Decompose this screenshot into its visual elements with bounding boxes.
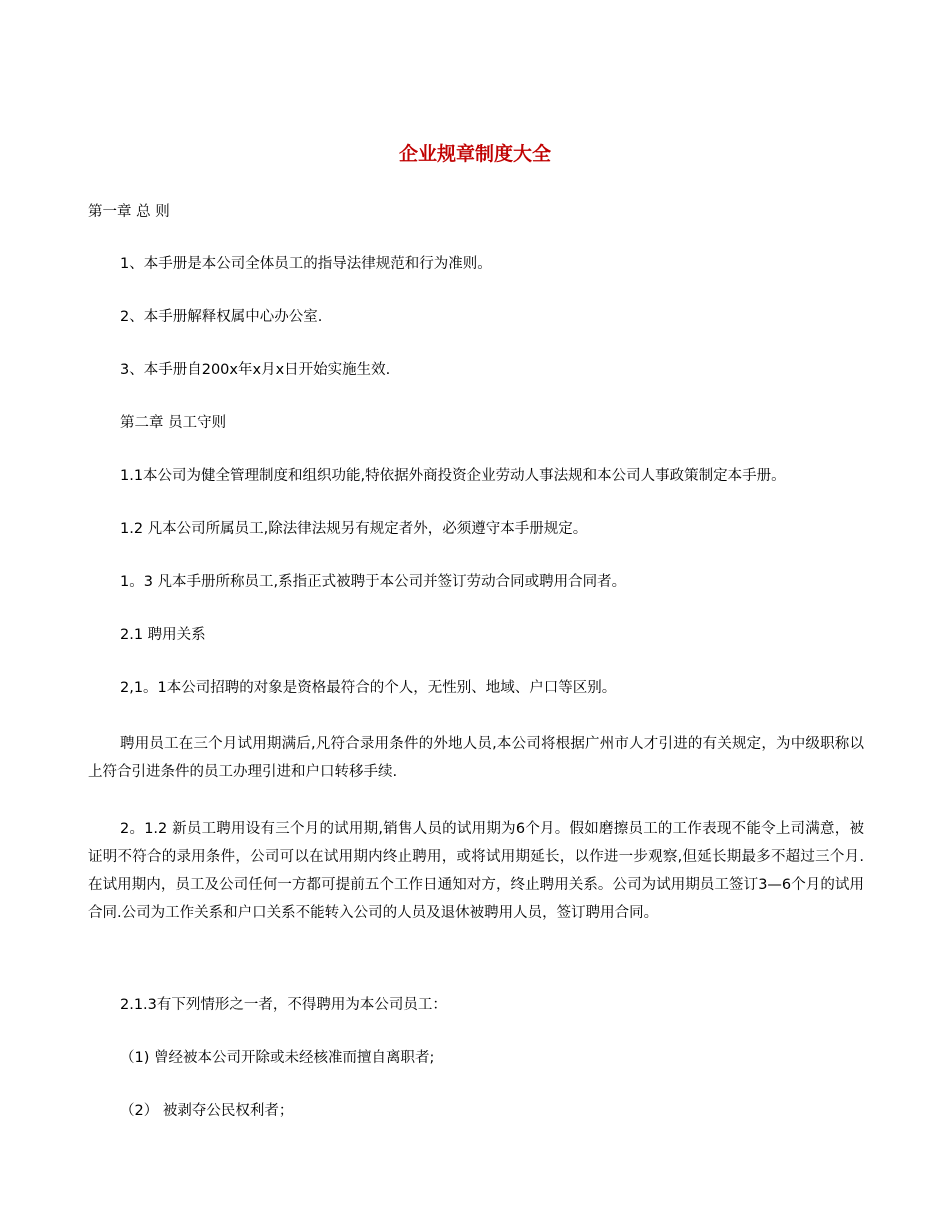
clause-2-1-3: 2.1.3有下列情形之一者，不得聘用为本公司员工：: [120, 997, 447, 1013]
list-item-1: （1) 曾经被本公司开除或未经核准而擅自离职者;: [120, 1050, 435, 1066]
chapter-2-heading: 第二章 员工守则: [120, 415, 227, 431]
list-item-2: （2） 被剥夺公民权利者；: [120, 1103, 294, 1119]
section-2-1-heading: 2.1 聘用关系: [120, 627, 206, 643]
clause-3: 3、本手册自200x年x月x日开始实施生效.: [120, 362, 391, 378]
paragraph-probation: 2。1.2 新员工聘用设有三个月的试用期,销售人员的试用期为6个月。假如磨擦员工的工作表现不能令上司满意，被证明不符合的录用条件，公司可以在试用期内终止聘用，或将试用期延长，以作进一步观察,但延长期最多不超过三个月.在试用期内，员工及公司任何一方都可提前五个工作日通知对方，终止聘用关系。公司为试用期员工签订3—6个月的试用合同.公司为工作关系和户口关系不能转入公司的人员及退休被聘用人员，签订聘用合同。: [88, 821, 864, 921]
clause-1-3: 1。3 凡本手册所称员工,系指正式被聘于本公司并签订劳动合同或聘用合同者。: [120, 574, 627, 590]
clause-1-1: 1.1本公司为健全管理制度和组织功能,特依据外商投资企业劳动人事法规和本公司人事政策制定本手册。: [120, 468, 786, 484]
clause-1-2: 1.2 凡本公司所属员工,除法律法规另有规定者外，必须遵守本手册规定。: [120, 521, 588, 537]
chapter-1-heading: 第一章 总 则: [88, 204, 170, 220]
clause-2: 2、本手册解释权属中心办公室.: [120, 309, 323, 325]
document-title: 企业规章制度大全: [398, 143, 551, 165]
paragraph-talent-introduction: 聘用员工在三个月试用期满后,凡符合录用条件的外地人员,本公司将根据广州市人才引进的有关规定，为中级职称以上符合引进条件的员工办理引进和户口转移手续.: [88, 736, 864, 780]
clause-2-1-1: 2,1。1本公司招聘的对象是资格最符合的个人，无性别、地域、户口等区别。: [120, 680, 617, 696]
clause-1: 1、本手册是本公司全体员工的指导法律规范和行为准则。: [120, 256, 492, 272]
